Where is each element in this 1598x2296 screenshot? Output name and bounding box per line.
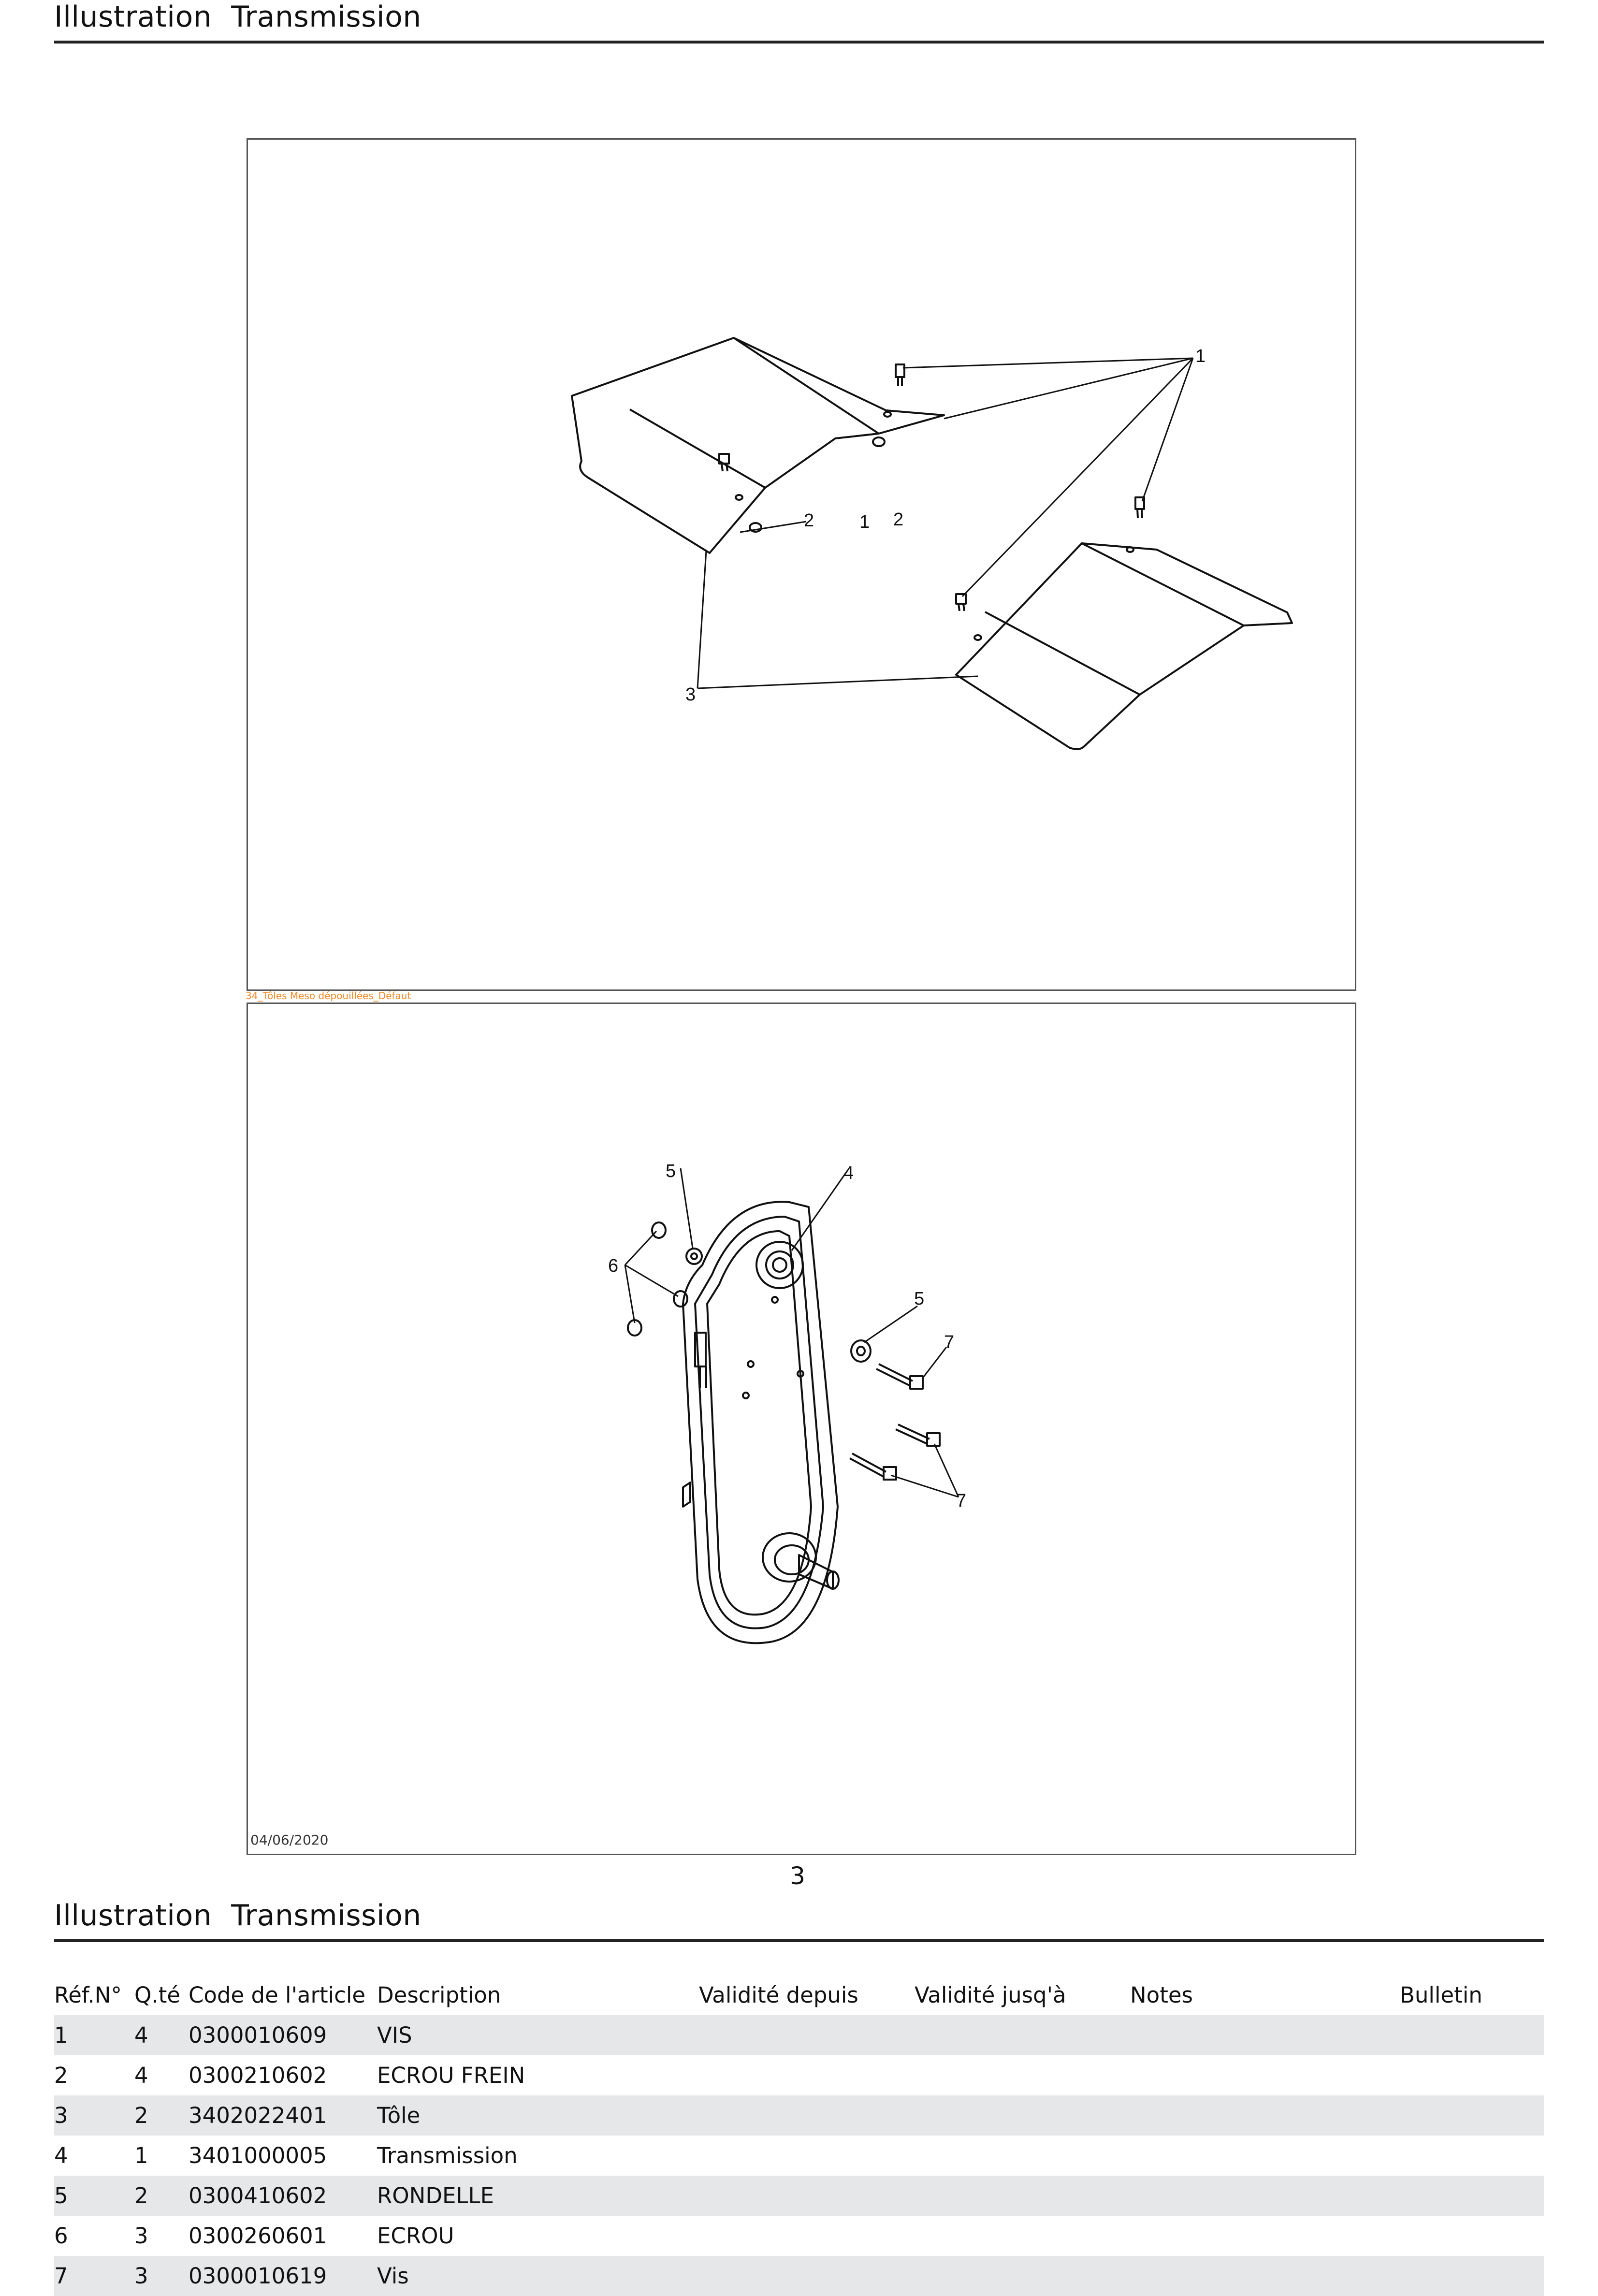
illustration-frame-sheets — [247, 138, 1356, 991]
callout-5: 5 — [666, 1161, 676, 1181]
cell-qty: 1 — [134, 2143, 148, 2168]
cell-code: 0300010609 — [189, 2015, 377, 2055]
cell-description: ECROU FREIN — [377, 2063, 525, 2088]
sheet-metal-drawing — [248, 140, 1355, 989]
cell-description: VIS — [377, 2015, 699, 2055]
cell-qty: 3 — [134, 2256, 189, 2296]
cell-qty: 2 — [134, 2176, 189, 2216]
cell-code: 0300410602 — [189, 2176, 377, 2216]
transmission-drawing — [248, 1004, 1355, 1854]
callout-3: 3 — [685, 684, 696, 705]
table-row — [54, 2176, 1544, 2216]
callout-1-b: 1 — [859, 512, 870, 532]
col-valid-from: Validité depuis — [699, 1982, 858, 2008]
cell-ref: 7 — [54, 2256, 134, 2296]
parts-list-header — [54, 1899, 1544, 1942]
cell-description: Tôle — [377, 2095, 699, 2136]
table-row — [54, 2136, 1544, 2176]
table-row — [54, 2256, 1544, 2296]
col-bulletin: Bulletin — [1400, 1982, 1482, 2008]
cell-ref: 6 — [54, 2223, 68, 2249]
callout-2-b: 2 — [893, 509, 904, 530]
col-code: Code de l'article — [189, 1982, 366, 2008]
cell-ref: 5 — [54, 2176, 134, 2216]
table-header-row — [54, 1975, 1544, 2015]
header-title: Illustration — [54, 1899, 212, 1933]
cell-description: Vis — [377, 2256, 699, 2296]
cell-ref: 3 — [54, 2095, 134, 2136]
figure1-caption: 34_Tôles Meso dépouillées_Défaut — [246, 990, 411, 1002]
table-row — [54, 2095, 1544, 2136]
cell-qty: 2 — [134, 2095, 189, 2136]
callout-4: 4 — [843, 1163, 854, 1183]
table-row — [54, 2216, 1544, 2256]
col-qty: Q.té — [134, 1982, 181, 2008]
col-notes: Notes — [1130, 1982, 1193, 2008]
callout-7: 7 — [944, 1332, 955, 1352]
cell-ref: 4 — [54, 2143, 68, 2168]
header-subtitle: Transmission — [231, 0, 421, 34]
figure2-date: 04/06/2020 — [250, 1832, 329, 1848]
cell-code: 0300260601 — [189, 2223, 327, 2249]
cell-description: ECROU — [377, 2223, 454, 2249]
col-valid-to: Validité jusq'à — [915, 1982, 1066, 2008]
cell-code: 0300210602 — [189, 2063, 327, 2088]
cell-description: Transmission — [377, 2143, 518, 2168]
cell-code: 3401000005 — [189, 2143, 327, 2168]
cell-code: 3402022401 — [189, 2095, 377, 2136]
col-ref: Réf.N° — [54, 1982, 122, 2008]
callout-7-b: 7 — [956, 1491, 967, 1511]
cell-ref: 2 — [54, 2063, 68, 2088]
illustration-frame-transmission — [247, 1003, 1356, 1855]
col-description: Description — [377, 1982, 501, 2008]
header-subtitle: Transmission — [231, 1899, 421, 1933]
cell-description: RONDELLE — [377, 2176, 699, 2216]
page-number: 3 — [790, 1862, 805, 1890]
cell-qty: 3 — [134, 2223, 148, 2249]
cell-qty: 4 — [134, 2015, 189, 2055]
callout-1: 1 — [1195, 346, 1206, 366]
parts-table — [54, 1975, 1544, 2296]
table-row — [54, 2055, 1544, 2095]
cell-code: 0300010619 — [189, 2256, 377, 2296]
callout-2: 2 — [804, 510, 814, 531]
callout-6: 6 — [608, 1256, 619, 1276]
callout-5-b: 5 — [914, 1289, 925, 1309]
cell-ref: 1 — [54, 2015, 134, 2055]
table-row — [54, 2015, 1544, 2055]
header-title: Illustration — [54, 0, 212, 34]
cell-qty: 4 — [134, 2063, 148, 2088]
page-header — [54, 0, 1544, 44]
